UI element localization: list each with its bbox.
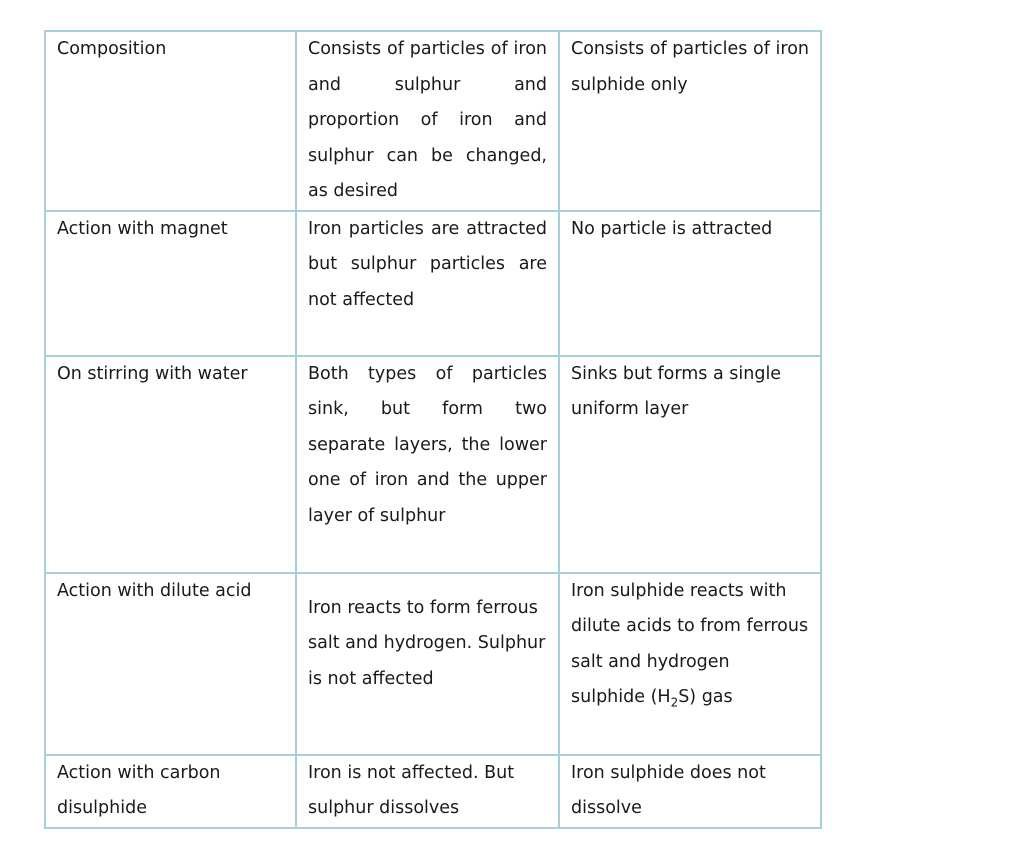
compound-text-prefix: Iron sulphide reacts with dilute acids to from ferrous salt and hydrogen sulphide (H	[571, 580, 809, 707]
compound-cell: Consists of particles of iron sulphide only	[559, 31, 821, 211]
table-row-composition	[45, 31, 821, 211]
table-row-water	[45, 356, 821, 573]
mixture-cell: Iron particles are attracted but sulphur particles are not affected	[296, 211, 559, 356]
mixture-cell: Iron is not affected. But sulphur dissolves	[296, 755, 559, 828]
compound-text-suffix: S) gas	[678, 687, 733, 707]
property-cell: Action with magnet	[45, 211, 296, 356]
compound-cell: Sinks but forms a single uniform layer	[559, 356, 821, 573]
mixture-cell: Consists of particles of iron and sulphur and proportion of iron and sulphur can be changed, as desired	[296, 31, 559, 211]
property-cell: On stirring with water	[45, 356, 296, 573]
table-row-carbon-disulphide	[45, 755, 821, 828]
compound-cell: No particle is attracted	[559, 211, 821, 356]
mixture-text: Iron reacts to form ferrous salt and hydrogen. Sulphur is not affected	[308, 597, 546, 689]
table-row-dilute-acid	[45, 573, 821, 755]
mixture-vs-compound-table	[44, 30, 822, 829]
mixture-cell	[296, 573, 559, 755]
property-cell: Action with dilute acid	[45, 573, 296, 755]
formula-subscript: 2	[670, 695, 679, 710]
property-cell: Action with carbon disulphide	[45, 755, 296, 828]
property-cell: Composition	[45, 31, 296, 211]
compound-cell: Iron sulphide does not dissolve	[559, 755, 821, 828]
mixture-cell: Both types of particles sink, but form two separate layers, the lower one of iron and the upper layer of sulphur	[296, 356, 559, 573]
table-row-magnet	[45, 211, 821, 356]
compound-cell	[559, 573, 821, 755]
